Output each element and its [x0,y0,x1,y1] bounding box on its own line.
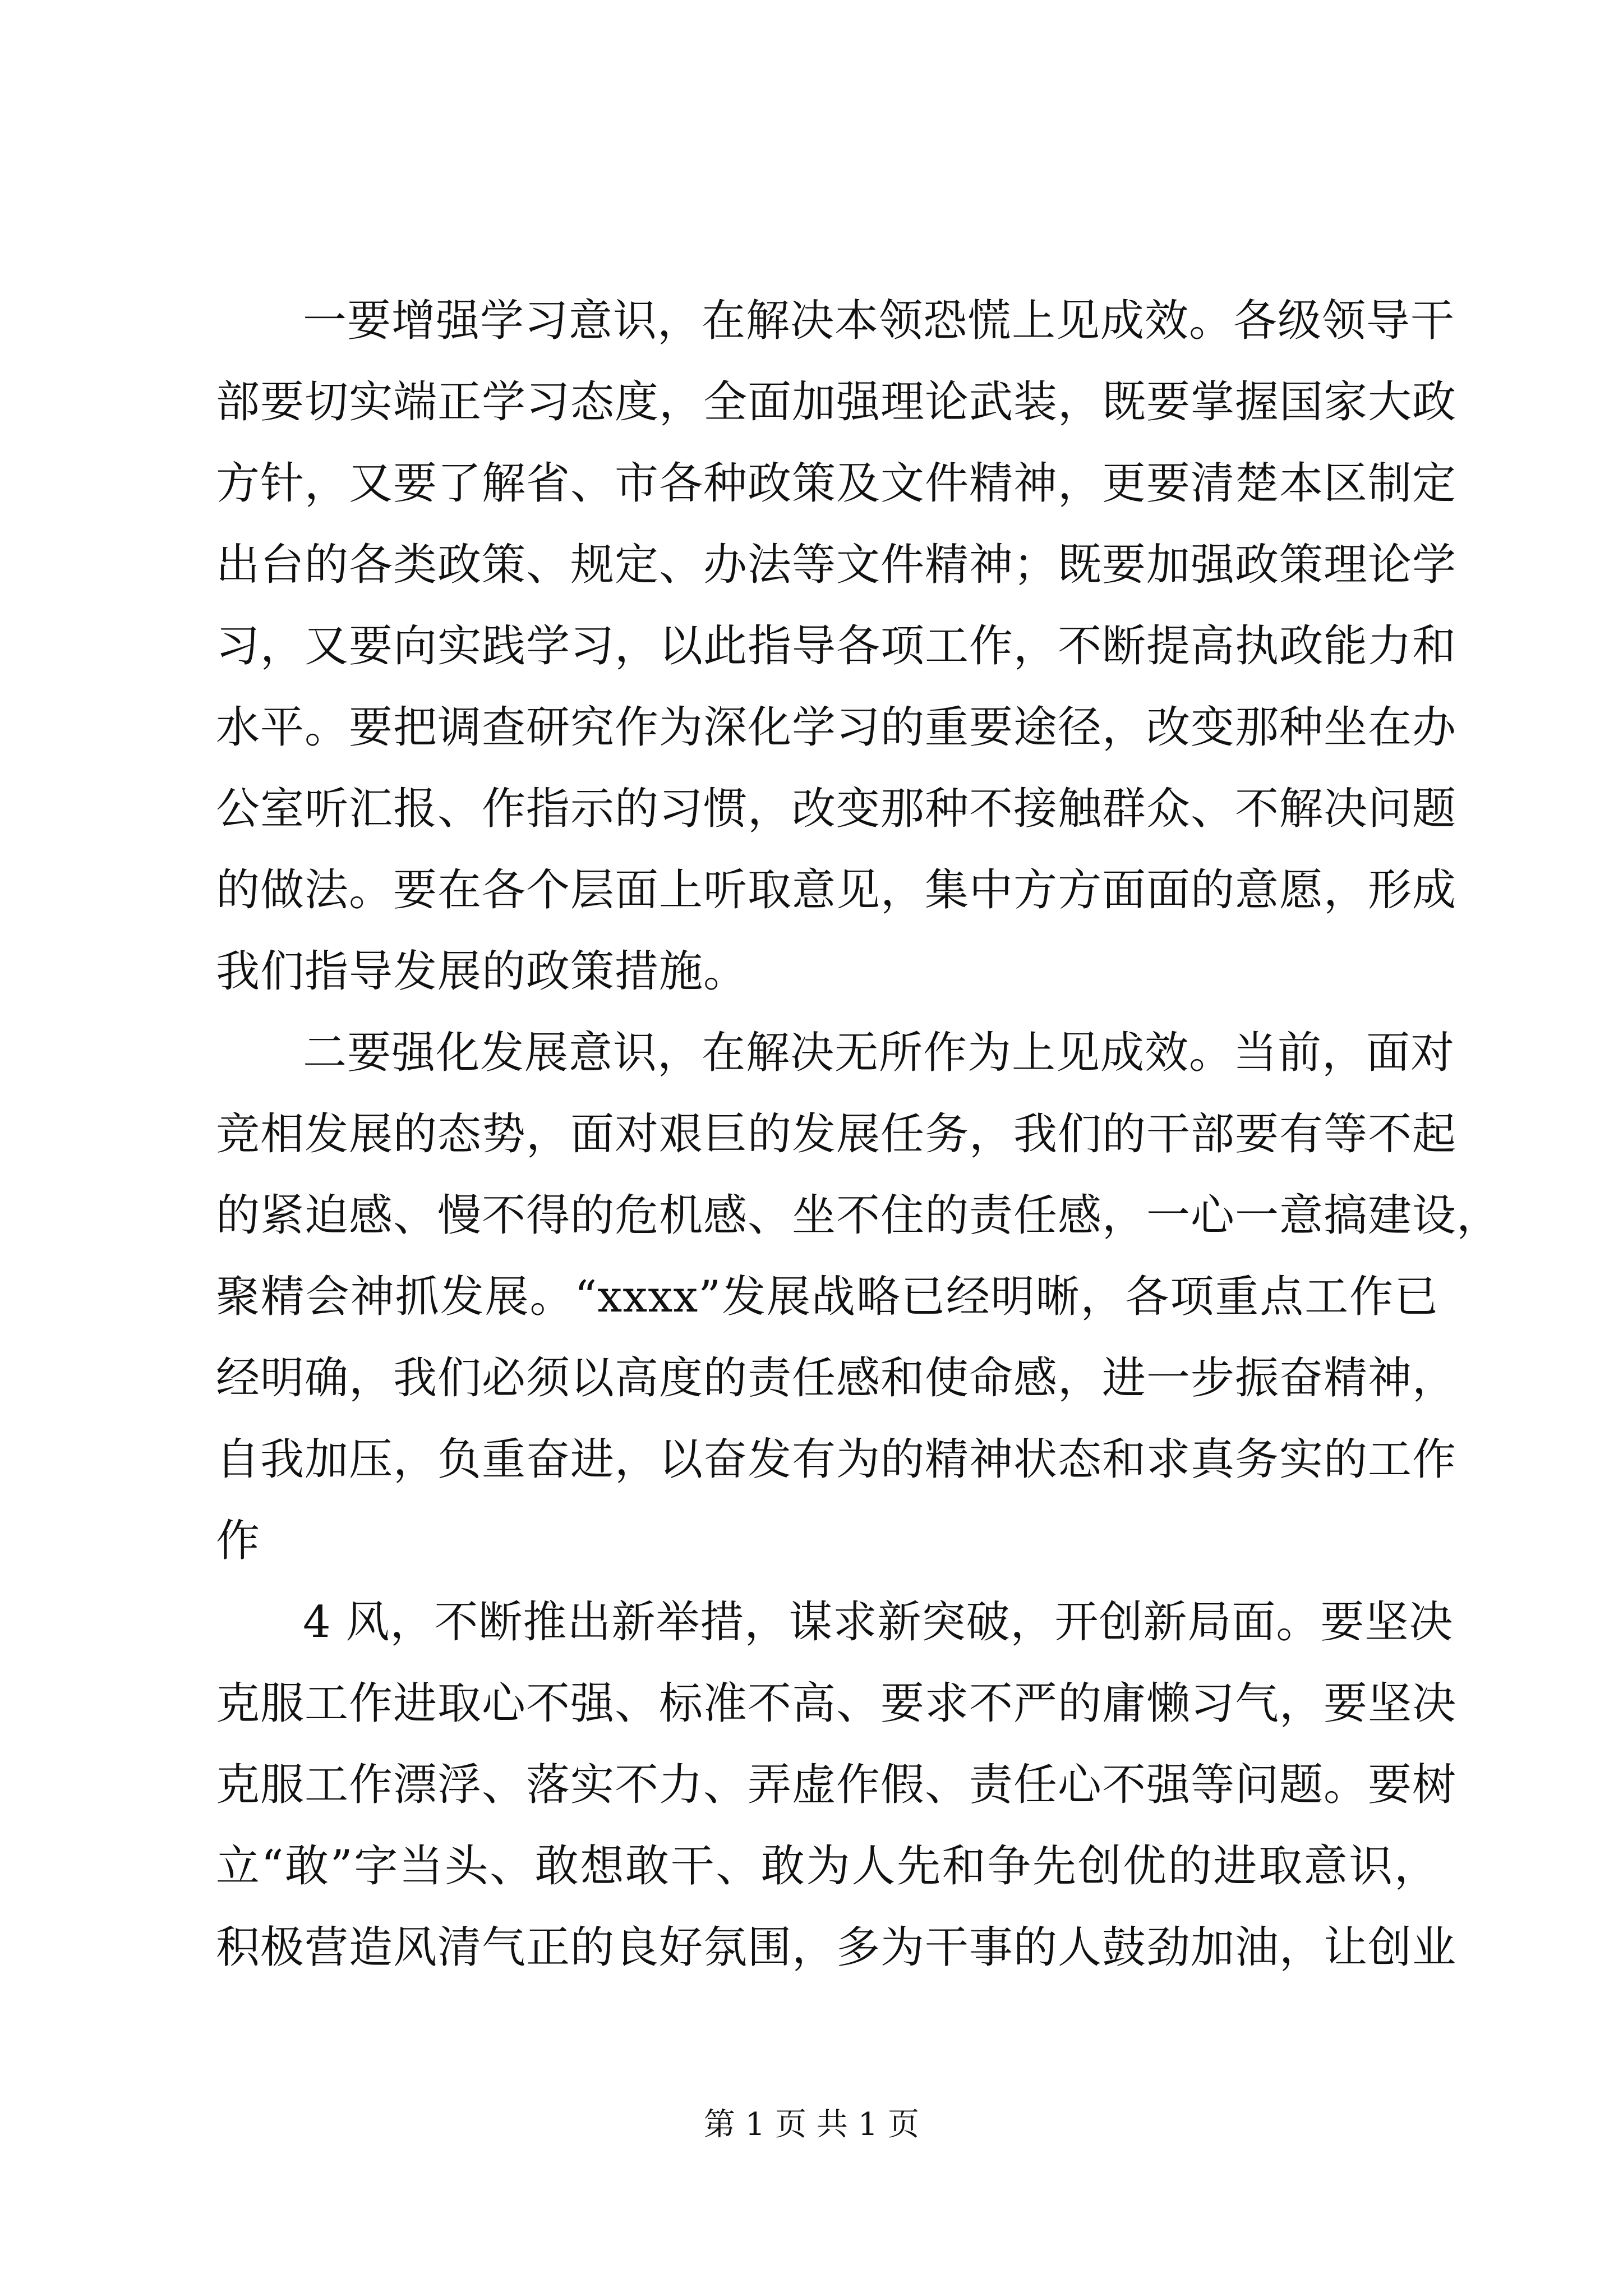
paragraph-1-line-7: 公室听汇报、作指示的习惯，改变那种不接触群众、不解决问题 [216,784,1457,834]
paragraph-3-line-2: 克服工作进取心不强、标准不高、要求不严的庸懒习气，要坚决 [216,1678,1457,1729]
paragraph-1-line-6: 水平。要把调查研究作为深化学习的重要途径，改变那种坐在办 [216,702,1457,753]
paragraph-2-line-7: 作 [216,1516,261,1566]
paragraph-1-line-9: 我们指导发展的政策措施。 [216,946,748,997]
paragraph-2-line-5: 经明确，我们必须以高度的责任感和使命感，进一步振奋精神， [216,1353,1457,1404]
paragraph-2-line-6: 自我加压，负重奋进，以奋发有为的精神状态和求真务实的工作 [216,1434,1457,1485]
paragraph-2-line-1: 二要强化发展意识，在解决无所作为上见成效。当前，面对 [303,1028,1455,1078]
paragraph-2-line-4: 聚精会神抓发展。“xxxx”发展战略已经明晰，各项重点工作已 [216,1272,1438,1322]
paragraph-1-line-8: 的做法。要在各个层面上听取意见，集中方方面面的意愿，形成 [216,865,1457,915]
paragraph-1-line-1: 一要增强学习意识，在解决本领恐慌上见成效。各级领导干 [303,296,1455,346]
paragraph-3-line-4: 立“敢”字当头、敢想敢干、敢为人先和争先创优的进取意识， [216,1841,1438,1892]
paragraph-2-line-3: 的紧迫感、慢不得的危机感、坐不住的责任感，一心一意搞建设， [216,1190,1501,1241]
paragraph-3-line-1: 4 风，不断推出新举措，谋求新突破，开创新局面。要坚决 [303,1597,1454,1648]
paragraph-1-line-2: 部要切实端正学习态度，全面加强理论武装，既要掌握国家大政 [216,377,1457,427]
paragraph-1-line-3: 方针，又要了解省、市各种政策及文件精神，更要清楚本区制定 [216,458,1457,509]
paragraph-3-line-5: 积极营造风清气正的良好氛围，多为干事的人鼓劲加油，让创业 [216,1922,1457,1973]
paragraph-3-line-3: 克服工作漂浮、落实不力、弄虚作假、责任心不强等问题。要树 [216,1760,1457,1810]
paragraph-2-line-2: 竞相发展的态势，面对艰巨的发展任务，我们的干部要有等不起 [216,1109,1457,1159]
paragraph-1-line-5: 习，又要向实践学习，以此指导各项工作，不断提高执政能力和 [216,621,1457,671]
page-footer: 第 1 页 共 1 页 [703,2106,920,2143]
paragraph-1-line-4: 出台的各类政策、规定、办法等文件精神；既要加强政策理论学 [216,540,1457,590]
